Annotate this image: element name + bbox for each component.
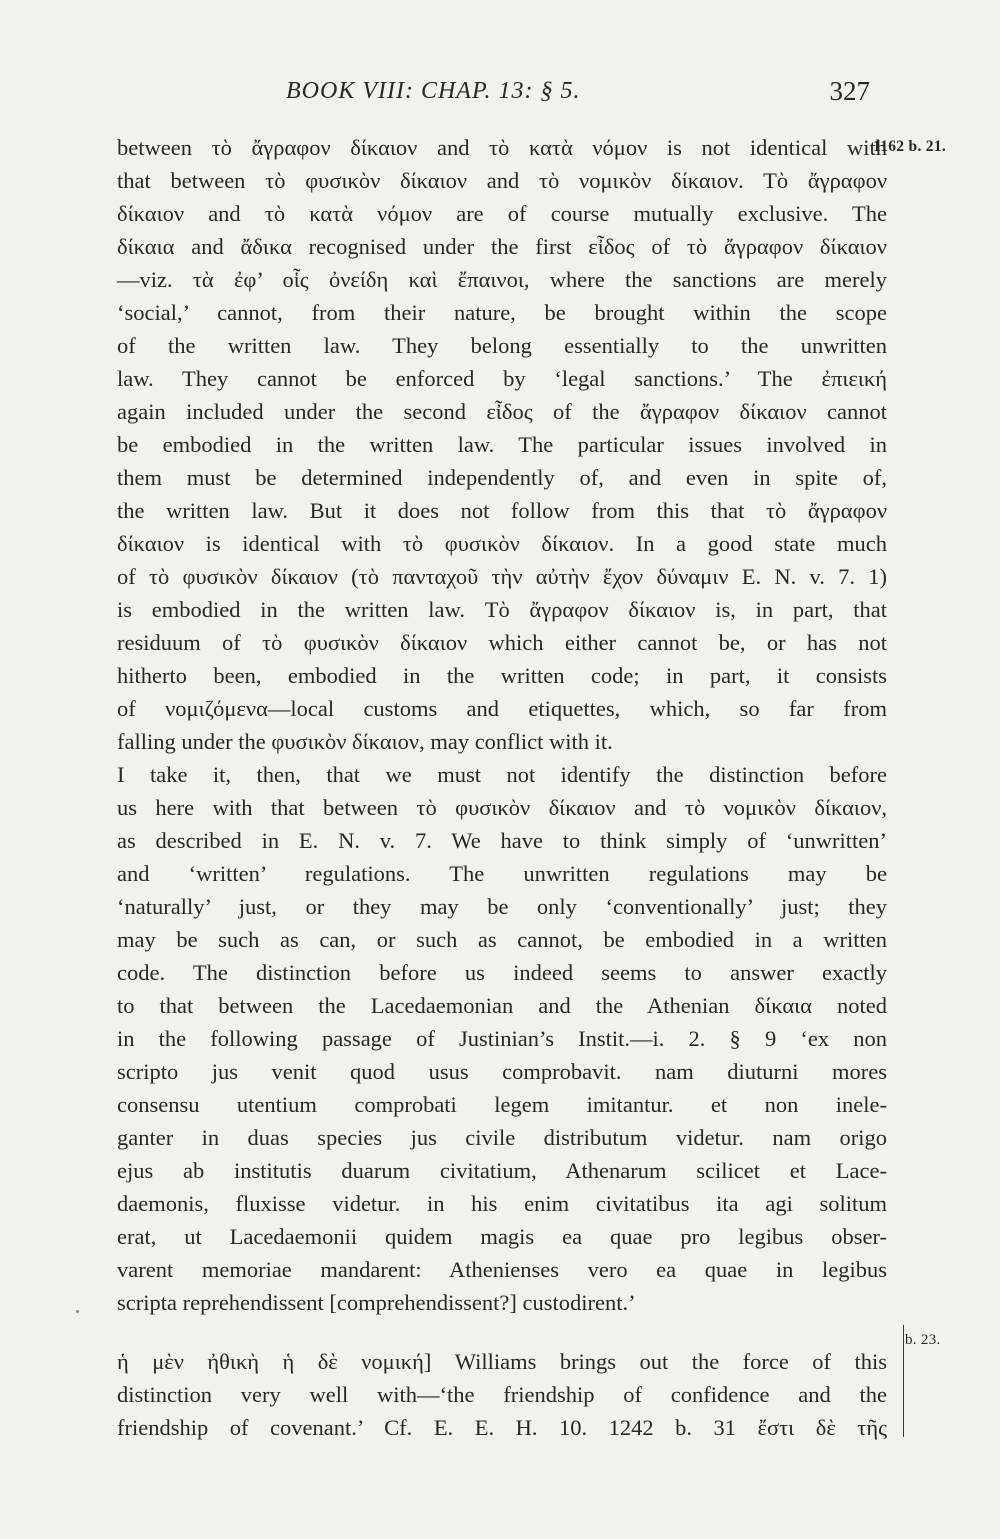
text-line: and ‘written’ regulations. The unwritten regulations may be bbox=[117, 861, 887, 886]
paragraph-start: I take it, then, that we must not identify the distinction before bbox=[117, 762, 887, 787]
text-line: the written law. But it does not follow from this that τὸ ἄγραφον bbox=[117, 498, 887, 523]
text-line: to that between the Lacedaemonian and the Athenian δίκαια noted bbox=[117, 993, 887, 1018]
text-line: them must be determined independently of, and even in spite of, bbox=[117, 465, 887, 490]
text-line: ‘social,’ cannot, from their nature, be brought within the scope bbox=[117, 300, 887, 325]
text-line: erat, ut Lacedaemonii quidem magis ea quae pro legibus obser- bbox=[117, 1224, 887, 1249]
running-head bbox=[0, 78, 1000, 118]
text-line: ejus ab institutis duarum civitatium, Athenarum scilicet et Lace- bbox=[117, 1158, 887, 1183]
text-line: law. They cannot be enforced by ‘legal sanctions.’ The ἐπιεική bbox=[117, 366, 887, 391]
text-line bbox=[117, 758, 887, 791]
text-line: scripto jus venit quod usus comprobavit. nam diuturni mores bbox=[117, 1059, 887, 1084]
paper-speck bbox=[76, 1310, 79, 1313]
text-line: —viz. τὰ ἐφ’ οἷς ὀνείδη καὶ ἔπαινοι, where the sanctions are merely bbox=[117, 267, 887, 292]
running-head-title: BOOK VIII: CHAP. 13: § 5. bbox=[286, 78, 581, 104]
text-line: hitherto been, embodied in the written code; in part, it consists bbox=[117, 663, 887, 688]
text-line: may be such as can, or such as cannot, be embodied in a written bbox=[117, 927, 887, 952]
body-text bbox=[117, 131, 887, 1444]
text-line: residuum of τὸ φυσικὸν δίκαιον which either cannot be, or has not bbox=[117, 630, 887, 655]
text-line: that between τὸ φυσικὸν δίκαιον and τὸ νομικὸν δίκαιον. Τὸ ἄγραφον bbox=[117, 168, 887, 193]
text-line: falling under the φυσικὸν δίκαιον, may conflict with it. bbox=[117, 729, 613, 754]
margin-reference-b23: b. 23. bbox=[905, 1332, 941, 1348]
text-line: ‘naturally’ just, or they may be only ‘conventionally’ just; they bbox=[117, 894, 887, 919]
paragraph-spacer bbox=[117, 1319, 887, 1345]
text-line: us here with that between τὸ φυσικὸν δίκαιον and τὸ νομικὸν δίκαιον, bbox=[117, 795, 887, 820]
text-line: daemonis, fluxisse videtur. in his enim civitatibus ita agi solitum bbox=[117, 1191, 887, 1216]
text-line: δίκαιον is identical with τὸ φυσικὸν δίκαιον. In a good state much bbox=[117, 531, 887, 556]
text-line: scripta reprehendissent [comprehendissent?] custodirent.’ bbox=[117, 1290, 636, 1315]
text-line: ἡ μὲν ἠθικὴ ἡ δὲ νομική] Williams brings out the force of this bbox=[117, 1349, 887, 1374]
text-line: as described in E. N. v. 7. We have to think simply of ‘unwritten’ bbox=[117, 828, 887, 853]
margin-rule bbox=[903, 1325, 904, 1437]
text-line: of the written law. They belong essentially to the unwritten bbox=[117, 333, 887, 358]
text-line: varent memoriae mandarent: Athenienses vero ea quae in legibus bbox=[117, 1257, 887, 1282]
text-line: friendship of covenant.’ Cf. E. E. H. 10. 1242 b. 31 ἔστι δὲ τῆς bbox=[117, 1415, 887, 1440]
text-line: again included under the second εἶδος of the ἄγραφον δίκαιον cannot bbox=[117, 399, 887, 424]
text-line: is embodied in the written law. Τὸ ἄγραφον δίκαιον is, in part, that bbox=[117, 597, 887, 622]
text-line: be embodied in the written law. The particular issues involved in bbox=[117, 432, 887, 457]
margin-reference-1162b21: 1162 b. 21. bbox=[873, 138, 947, 155]
text-line: between τὸ ἄγραφον δίκαιον and τὸ κατὰ νόμον is not identical with bbox=[117, 135, 887, 160]
text-line: distinction very well with—‘the friendship of confidence and the bbox=[117, 1382, 887, 1407]
text-line: δίκαιον and τὸ κατὰ νόμον are of course mutually exclusive. The bbox=[117, 201, 887, 226]
text-line: of τὸ φυσικὸν δίκαιον (τὸ πανταχοῦ τὴν αὐτὴν ἔχον δύναμιν E. N. v. 7. 1) bbox=[117, 564, 887, 589]
text-line: δίκαια and ἄδικα recognised under the first εἶδος of τὸ ἄγραφον δίκαιον bbox=[117, 234, 887, 259]
text-line: consensu utentium comprobati legem imitantur. et non inele- bbox=[117, 1092, 887, 1117]
text-line: in the following passage of Justinian’s Instit.—i. 2. § 9 ‘ex non bbox=[117, 1026, 887, 1051]
page-number: 327 bbox=[829, 76, 870, 106]
text-line: ganter in duas species jus civile distributum videtur. nam origo bbox=[117, 1125, 887, 1150]
text-line: of νομιζόμενα—local customs and etiquettes, which, so far from bbox=[117, 696, 887, 721]
text-line: code. The distinction before us indeed seems to answer exactly bbox=[117, 960, 887, 985]
